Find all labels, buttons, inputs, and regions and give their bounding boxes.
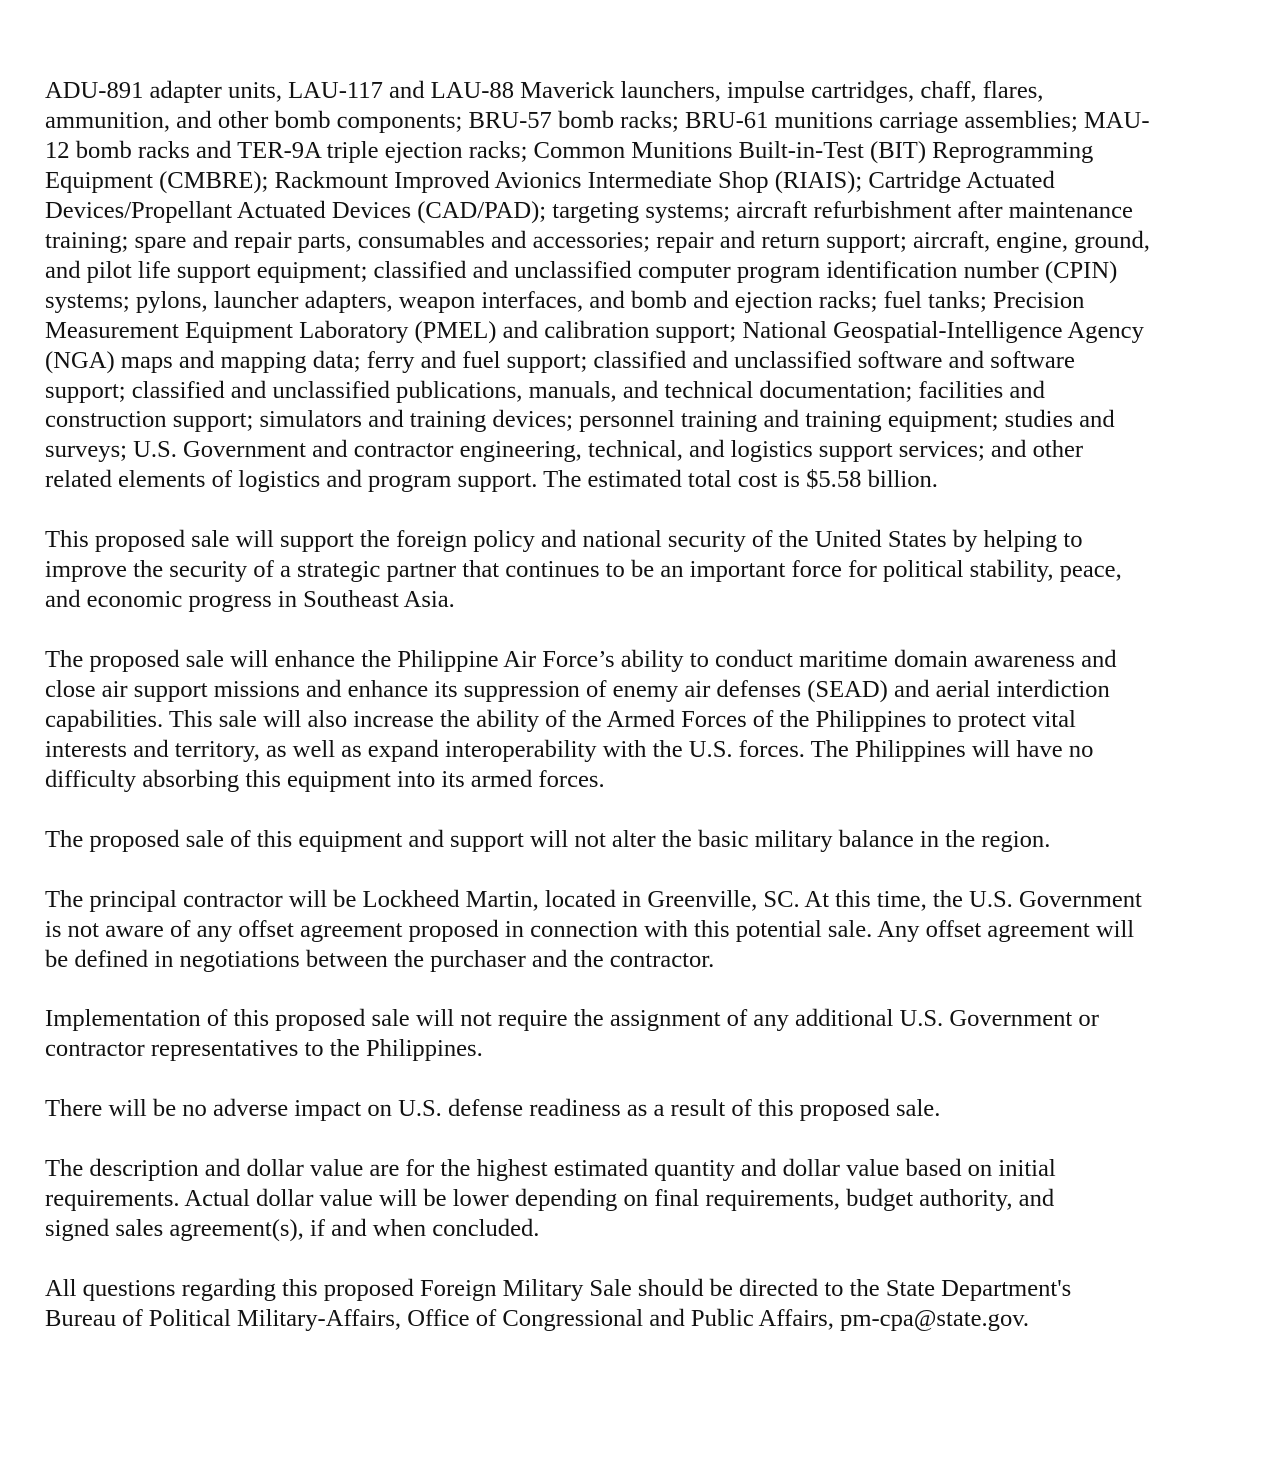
document-page xyxy=(45,76,1225,1364)
text-line: Bureau of Political Military-Affairs, Office of Congressional and Public Affairs, pm-cpa@state.gov. xyxy=(45,1304,1030,1332)
text-line: construction support; simulators and training devices; personnel training and training equipment; studies and xyxy=(45,406,1115,434)
text-line: requirements. Actual dollar value will be lower depending on final requirements, budget authority, and xyxy=(45,1185,1055,1213)
text-line: ADU-891 adapter units, LAU-117 and LAU-88 Maverick launchers, impulse cartridges, chaff, flares, xyxy=(45,77,1044,104)
text-line: training; spare and repair parts, consumables and accessories; repair and return support; aircraft, engine, ground, xyxy=(45,226,1150,254)
paragraph-equipment-list xyxy=(45,76,1225,495)
text-line: All questions regarding this proposed Foreign Military Sale should be directed to the State Department's xyxy=(45,1275,1072,1302)
text-line: ammunition, and other bomb components; BRU-57 bomb racks; BRU-61 munitions carriage assemblies; MAU- xyxy=(45,106,1150,134)
paragraph-capabilities xyxy=(45,645,1225,795)
paragraph-contractor xyxy=(45,885,1225,975)
text-line: surveys; U.S. Government and contractor engineering, technical, and logistics support services; and other xyxy=(45,436,1084,464)
text-line: Equipment (CMBRE); Rackmount Improved Avionics Intermediate Shop (RIAIS); Cartridge Actuated xyxy=(45,166,1055,194)
text-line: difficulty absorbing this equipment into its armed forces. xyxy=(45,765,605,793)
text-line: support; classified and unclassified publications, manuals, and technical documentation; facilities and xyxy=(45,376,1045,404)
text-line: and pilot life support equipment; classified and unclassified computer program identification number (CPIN) xyxy=(45,256,1118,284)
text-line: Devices/Propellant Actuated Devices (CAD/PAD); targeting systems; aircraft refurbishment after maintenance xyxy=(45,196,1133,224)
text-line: related elements of logistics and program support. The estimated total cost is $5.58 billion. xyxy=(45,466,938,494)
text-line: 12 bomb racks and TER-9A triple ejection racks; Common Munitions Built-in-Test (BIT) Reprogramming xyxy=(45,136,1094,164)
text-line: is not aware of any offset agreement proposed in connection with this potential sale. Any offset agreement will xyxy=(45,915,1135,943)
text-line: contractor representatives to the Philippines. xyxy=(45,1035,483,1063)
paragraph-readiness xyxy=(45,1094,1225,1124)
paragraph-foreign-policy xyxy=(45,525,1225,615)
text-line: The description and dollar value are for the highest estimated quantity and dollar value based on initial xyxy=(45,1155,1056,1183)
paragraph-questions-contact xyxy=(45,1274,1225,1334)
paragraph-dollar-value xyxy=(45,1154,1225,1244)
text-line: Measurement Equipment Laboratory (PMEL) and calibration support; National Geospatial-Intelligence Agency xyxy=(45,316,1144,344)
text-line: systems; pylons, launcher adapters, weapon interfaces, and bomb and ejection racks; fuel tanks; Precision xyxy=(45,286,1085,314)
text-line: close air support missions and enhance its suppression of enemy air defenses (SEAD) and aerial interdiction xyxy=(45,676,1110,704)
text-line: There will be no adverse impact on U.S. defense readiness as a result of this proposed sale. xyxy=(45,1095,941,1123)
text-line: This proposed sale will support the foreign policy and national security of the United States by helping to xyxy=(45,526,1083,554)
text-line: be defined in negotiations between the purchaser and the contractor. xyxy=(45,945,715,973)
text-line: capabilities. This sale will also increase the ability of the Armed Forces of the Philippines to protect vital xyxy=(45,705,1076,733)
text-line: The proposed sale of this equipment and support will not alter the basic military balance in the region. xyxy=(45,825,1051,853)
paragraph-implementation xyxy=(45,1004,1225,1064)
text-line: signed sales agreement(s), if and when concluded. xyxy=(45,1215,540,1243)
text-line: interests and territory, as well as expand interoperability with the U.S. forces. The Philippines will have no xyxy=(45,735,1094,763)
text-line: (NGA) maps and mapping data; ferry and fuel support; classified and unclassified software and software xyxy=(45,346,1075,374)
text-line: and economic progress in Southeast Asia. xyxy=(45,586,455,614)
text-line: Implementation of this proposed sale will not require the assignment of any additional U.S. Government or xyxy=(45,1005,1099,1033)
text-line: The principal contractor will be Lockheed Martin, located in Greenville, SC. At this time, the U.S. Government xyxy=(45,885,1142,913)
paragraph-military-balance xyxy=(45,825,1225,855)
text-line: The proposed sale will enhance the Philippine Air Force’s ability to conduct maritime domain awareness and xyxy=(45,646,1117,674)
text-line: improve the security of a strategic partner that continues to be an important force for political stability, peace, xyxy=(45,556,1122,584)
